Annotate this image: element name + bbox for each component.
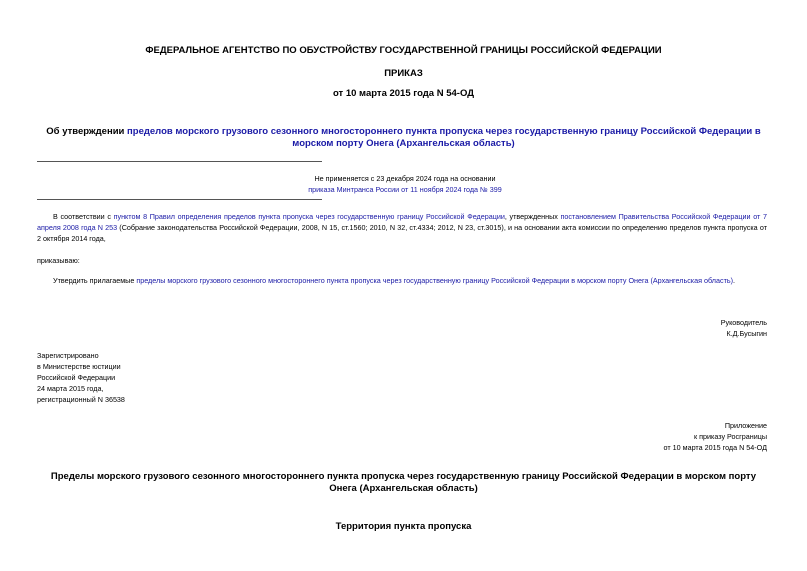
doc-type-heading: ПРИКАЗ xyxy=(384,68,423,79)
registration-line: регистрационный N 36538 xyxy=(37,395,125,404)
document-title xyxy=(40,126,767,150)
registration-block xyxy=(37,350,125,405)
p1-link-rules[interactable]: пунктом 8 Правил определения пределов пункта пропуска через государственную границу Российской Федерации xyxy=(113,212,505,221)
p2-text-b: . xyxy=(733,276,735,285)
p2-link-limits[interactable]: пределы морского грузового сезонного многостороннего пункта пропуска через государственную границу Российской Федерации в морском порту Онега (Архангельская область) xyxy=(136,276,733,285)
registration-line: 24 марта 2015 года, xyxy=(37,384,104,393)
status-link[interactable]: приказа Минтранса России от 11 ноября 2024 года № 399 xyxy=(308,185,502,194)
agency-heading: ФЕДЕРАЛЬНОЕ АГЕНТСТВО ПО ОБУСТРОЙСТВУ ГОСУДАРСТВЕННОЙ ГРАНИЦЫ РОССИЙСКОЙ ФЕДЕРАЦИИ xyxy=(145,45,662,56)
p1-text-a: В соответствии с xyxy=(53,212,114,221)
p1-text-b: , утвержденных xyxy=(504,212,561,221)
divider-top xyxy=(37,161,322,162)
divider-bottom xyxy=(37,199,322,200)
appendix-line: к приказу Росграницы xyxy=(693,432,767,441)
p2-text-a: Утвердить прилагаемые xyxy=(53,276,137,285)
order-word: приказываю: xyxy=(37,256,80,265)
paragraph-approve xyxy=(53,275,767,286)
status-text: Не применяется с 23 декабря 2024 года на основании xyxy=(314,174,496,183)
appendix-title: Пределы морского грузового сезонного многостороннего пункта пропуска через государственную границу Российской Федерации в морском порту Онега (Архангельская область) xyxy=(50,471,757,494)
appendix-block xyxy=(664,420,767,453)
p1-text-c: (Собрание законодательства Российской Федерации, 2008, N 15, ст.1560; 2010, N 32, ст.4334; 2012, N 23, ст.3015), и на основании акта комиссии по определению пределов пункта пропуска от 2 октября 2014 года, xyxy=(37,223,767,243)
status-note xyxy=(300,173,510,195)
section-title: Территория пункта пропуска xyxy=(335,521,472,532)
registration-line: Зарегистрировано xyxy=(37,351,99,360)
registration-line: Российской Федерации xyxy=(37,373,116,382)
paragraph-basis xyxy=(37,211,767,244)
appendix-line: от 10 марта 2015 года N 54-ОД xyxy=(663,443,767,452)
appendix-line: Приложение xyxy=(724,421,767,430)
title-link[interactable]: пределов морского грузового сезонного многостороннего пункта пропуска через государственную границу Российской Федерации в морском порту Онега (Архангельская область) xyxy=(127,126,761,149)
signature-role: Руководитель xyxy=(720,318,767,327)
signature-name: К.Д.Бусыгин xyxy=(726,329,767,338)
p1-link-decree[interactable]: постановлением Правительства Российской Федерации от 7 апреля 2008 года N 253 xyxy=(37,212,767,232)
doc-date-number: от 10 марта 2015 года N 54-ОД xyxy=(332,88,474,99)
signature-block xyxy=(721,317,767,339)
registration-line: в Министерстве юстиции xyxy=(37,362,121,371)
title-prefix: Об утверждении xyxy=(46,126,128,137)
